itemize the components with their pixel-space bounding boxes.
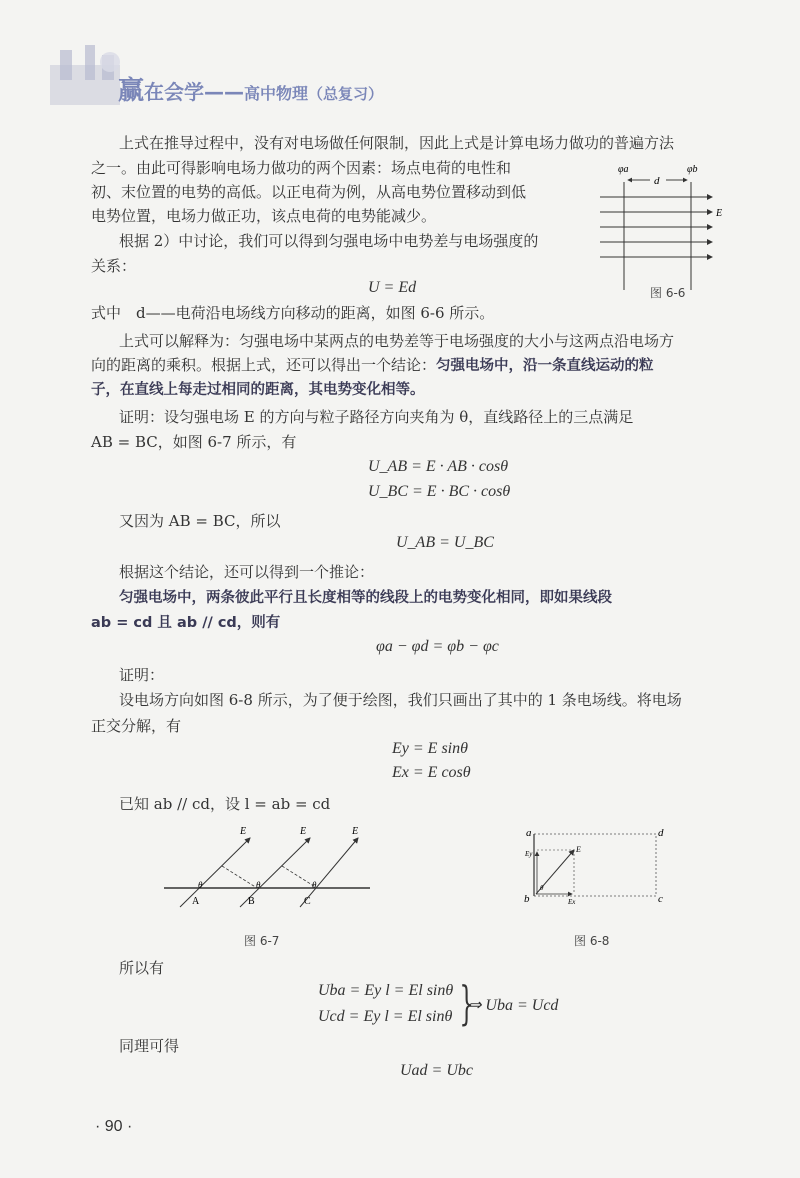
equation: Ucd = Ey l = El sinθ	[318, 1008, 453, 1025]
paragraph-line: 之一。由此可得影响电场力做功的两个因素：场点电荷的电性和	[91, 159, 512, 177]
caption-6-7: 图 6-7	[244, 934, 280, 948]
E-label: E	[352, 826, 359, 837]
brand-title: 在会学	[144, 80, 205, 104]
d-label: d	[654, 175, 660, 187]
title-dash: ——	[204, 80, 245, 104]
parallel-field-diagram	[160, 822, 380, 917]
caption-6-6: 图 6-6	[650, 286, 686, 300]
equation: Ex = E cosθ	[392, 764, 471, 781]
equation: φa − φd = φb − φc	[376, 638, 499, 655]
caption-6-8: 图 6-8	[574, 934, 610, 948]
paragraph-line: 所以有	[119, 959, 165, 977]
brand-paren: （总复习）	[308, 85, 384, 103]
E-label: E	[240, 826, 247, 837]
page-number: · 90 ·	[95, 1118, 133, 1135]
theta-label: θ	[198, 880, 203, 890]
equation: U_AB = U_BC	[396, 534, 494, 551]
paragraph-line: 证明：	[119, 666, 165, 684]
paragraph-line: 电势位置，电场力做正功，该点电荷的电势能减少。	[91, 207, 437, 225]
point-c-label: c	[658, 893, 663, 905]
text-span: 向的距离的乘积。根据上式，还可以得出一个结论：	[91, 356, 437, 374]
theta-label: θ	[312, 880, 317, 890]
figure-6-8	[520, 822, 680, 916]
paragraph-line: 又因为 AB = BC，所以	[119, 512, 281, 530]
field-lines-diagram	[594, 162, 730, 302]
theta-label: θ	[256, 880, 261, 890]
point-A-label: A	[192, 896, 200, 907]
equation: U_BC = E · BC · cosθ	[368, 483, 511, 500]
equation: Uba = Ey l = El sinθ	[318, 982, 454, 999]
paragraph-line: AB = BC，如图 6-7 所示，有	[91, 433, 297, 451]
point-C-label: C	[304, 896, 311, 907]
brand-char: 赢	[118, 76, 145, 106]
point-d-label: d	[658, 827, 664, 839]
header-title	[118, 70, 383, 107]
equation: Uad = Ubc	[400, 1062, 474, 1079]
bold-line: ab = cd 且 ab // cd，则有	[91, 615, 281, 631]
castle-logo-icon	[40, 40, 130, 110]
brace-icon: }	[459, 976, 474, 1030]
paragraph-line	[91, 355, 654, 376]
brand-subtitle: 高中物理	[244, 84, 309, 103]
header-logo	[40, 40, 130, 110]
paragraph-line: 同理可得	[119, 1037, 180, 1055]
figure-6-7	[160, 822, 380, 921]
Ex-label: Ex	[568, 898, 576, 906]
point-B-label: B	[248, 896, 255, 907]
E-label: E	[576, 845, 581, 854]
bold-text: 匀强电场中，沿一条直线运动的粒	[436, 358, 654, 374]
equation: U_AB = E · AB · cosθ	[368, 458, 509, 475]
paragraph-line: 正交分解，有	[91, 717, 182, 735]
formula: U = Ed	[368, 279, 417, 296]
phi-a-label: φa	[618, 164, 629, 175]
paragraph-line: 已知 ab // cd，设 l = ab = cd	[119, 795, 331, 813]
paragraph-line: 初、末位置的电势的高低。以正电荷为例，从高电势位置移动到低	[91, 183, 527, 201]
E-label: E	[716, 208, 723, 219]
paragraph-line: 上式在推导过程中，没有对电场做任何限制，因此上式是计算电场力做功的普遍方法	[119, 134, 675, 152]
E-label: E	[300, 826, 307, 837]
point-b-label: b	[524, 893, 530, 905]
paragraph-line: 式中 d——电荷沿电场线方向移动的距离，如图 6-6 所示。	[91, 304, 495, 322]
equation: ⇒ Uba = Ucd	[468, 997, 559, 1014]
rectangle-field-diagram	[520, 822, 680, 912]
point-a-label: a	[526, 827, 532, 839]
bold-line: 子，在直线上每走过相同的距离，其电势变化相等。	[91, 382, 425, 398]
paragraph-line: 关系：	[91, 257, 137, 275]
paragraph-line: 根据这个结论，还可以得到一个推论：	[119, 563, 375, 581]
phi-b-label: φb	[687, 164, 698, 175]
equation: Ey = E sinθ	[392, 740, 468, 757]
paragraph-line: 设电场方向如图 6-8 所示，为了便于绘图，我们只画出了其中的 1 条电场线。将电场	[119, 691, 682, 709]
theta-label: θ	[540, 884, 544, 892]
paragraph-line: 证明：设匀强电场 E 的方向与粒子路径方向夹角为 θ，直线路径上的三点满足	[119, 408, 634, 426]
paragraph-line: 上式可以解释为：匀强电场中某两点的电势差等于电场强度的大小与这两点沿电场方	[119, 332, 675, 350]
Ey-label: Ey	[525, 850, 533, 858]
paragraph-line: 根据 2）中讨论，我们可以得到匀强电场中电势差与电场强度的	[119, 232, 539, 250]
bold-line: 匀强电场中，两条彼此平行且长度相等的线段上的电势变化相同，即如果线段	[119, 590, 612, 606]
